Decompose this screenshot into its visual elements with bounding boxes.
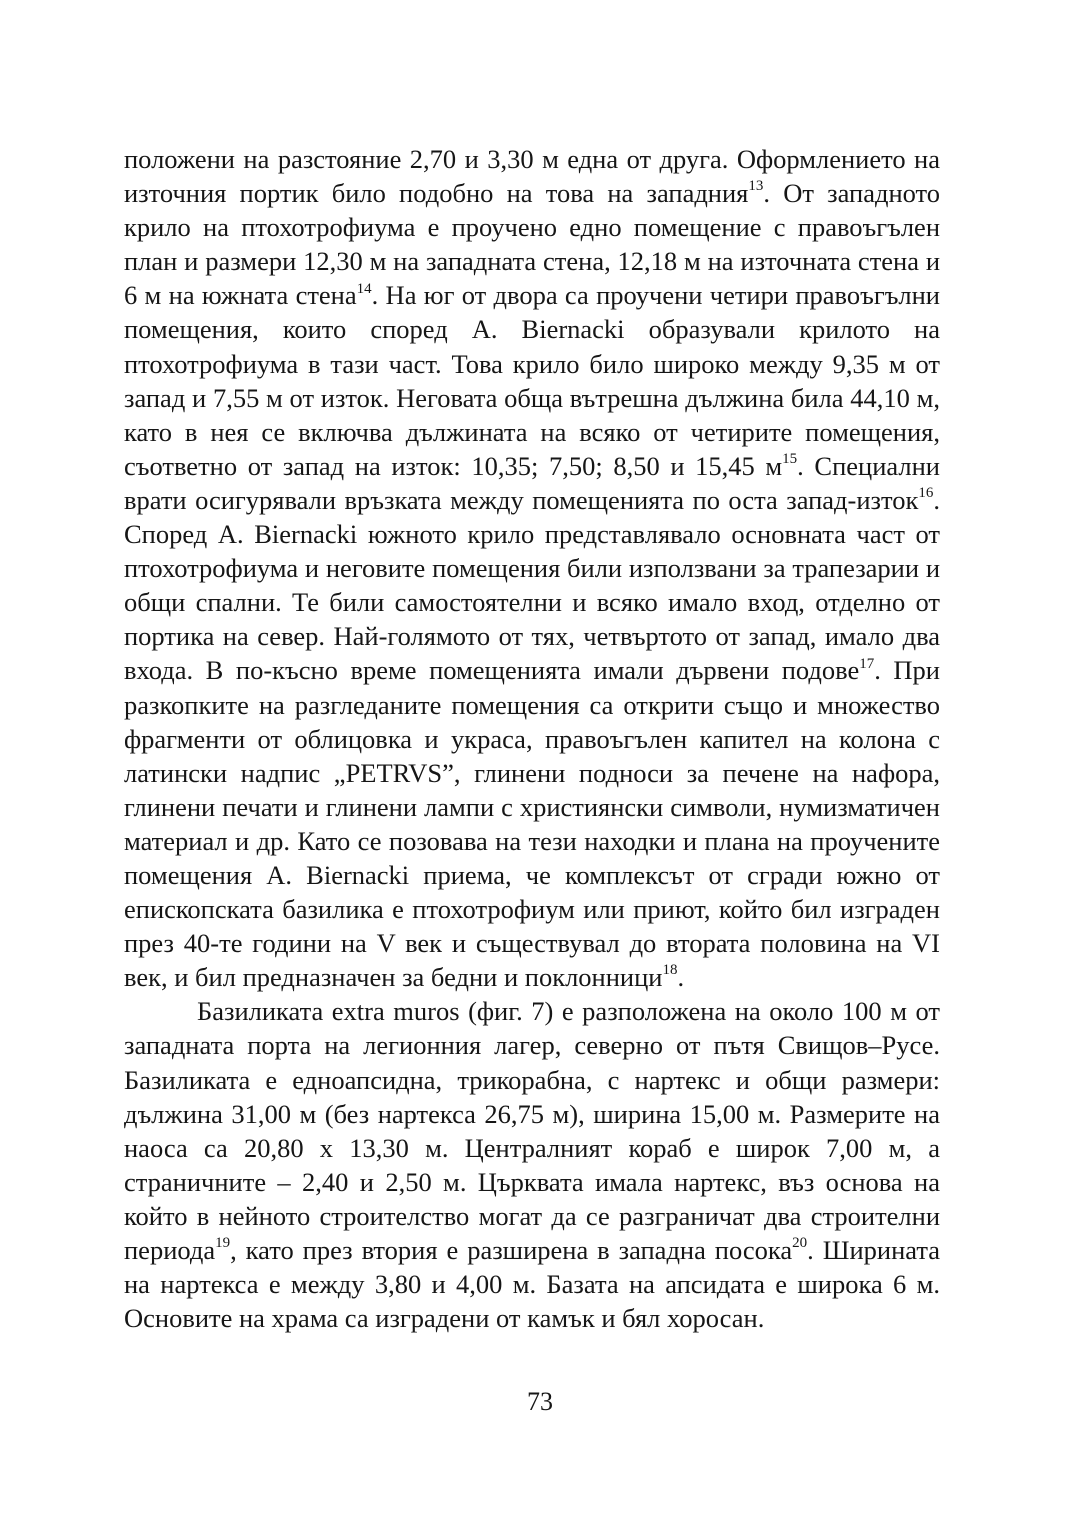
text-run: . От западното крило на птохотрофиума е проучено едно помещение с правоъгълен план и размери 12,30 м на западната стена, 12,18 м на източната стена и 6 м на южната стена [124,178,941,311]
page-number: 73 [527,1387,553,1416]
text-run: . При разкопките на разгледаните помещения са открити също и множество фрагменти от облицовка и украса, правоъгълен капител на колона с латински надпис „PETRVS”, глинени подноси за печене на нафора, глинени печати и глинени лампи с християнски символи, нумизматичен материал и др. Като се позовава на тези находки и плана на проучените помещения А. Biernacki приема, че комплексът от сгради южно от епископската базилика е птохотрофиум или приют, който бил изграден през 40-те години на V век и съществувал до втората половина на VI век, и бил предназначен за бедни и поклонници [124,655,940,993]
footnote-marker: 14 [356,280,372,297]
text-run: положени на разстояние 2,70 и 3,30 м една от друга. Оформлението на източния портик било подобно на това на западния [124,144,940,209]
text-run: . Според А. Biernacki южното крило представлявало основната част от птохотрофиума и неговите помещения били използвани за трапезарии и общи спални. Те били самостоятелни и всяко имало вход, отделно от портика на север. Най-голямото от тях, четвъртото от запад, имало два входа. В по-късно време помещенията имали дървени подове [124,484,940,686]
text-run: , като през втория е разширена в западна посока [230,1235,793,1265]
page-body [124,142,940,1335]
text-run: . На юг от двора са проучени четири правоъгълни помещения, които според А. Biernacki образували крилото на птохотрофиума в тази част. Това крило било широко между 9,35 м от запад и 7,55 м от изток. Неговата обща вътрешна дължина била 44,10 м, като в нея се включва дължината на всяко от четирите помещения, съответно от запад на изток: 10,35; 7,50; 8,50 и 15,45 м [124,280,940,481]
text-run: . Ширината на нартекса е между 3,80 и 4,00 м. Базата на апсидата е широка 6 м. Основите на храма са изградени от камък и бял хоросан. [124,1235,940,1334]
footnote-marker: 20 [792,1235,808,1252]
paragraph-1 [124,142,940,994]
text-run: . Специални врати осигурявали връзката между помещенията по оста запад-изток [124,450,940,515]
footnote-marker: 16 [918,485,934,502]
text-run: Базиликата extra muros (фиг. 7) е разположена на около 100 м от западната порта на легионния лагер, северно от пътя Свищов–Русе. Базиликата е едноапсидна, трикорабна, с нартекс и общи размери: дължина 31,00 м (без нартекса 26,75 м), ширина 15,00 м. Размерите на наоса са 20,80 х 13,30 м. Централният кораб е широк 7,00 м, а страничните – 2,40 и 2,50 м. Църквата имала нартекс, въз основа на който в нейното строителство могат да се разграничат два строителни периода [124,996,940,1265]
paragraph-2 [124,994,940,1335]
footnote-marker: 18 [662,962,678,979]
footnote-marker: 13 [748,178,764,195]
footnote-marker: 19 [215,1235,231,1252]
text-run: . [677,962,685,993]
footnote-marker: 15 [782,451,798,468]
footnote-marker: 17 [859,655,875,672]
